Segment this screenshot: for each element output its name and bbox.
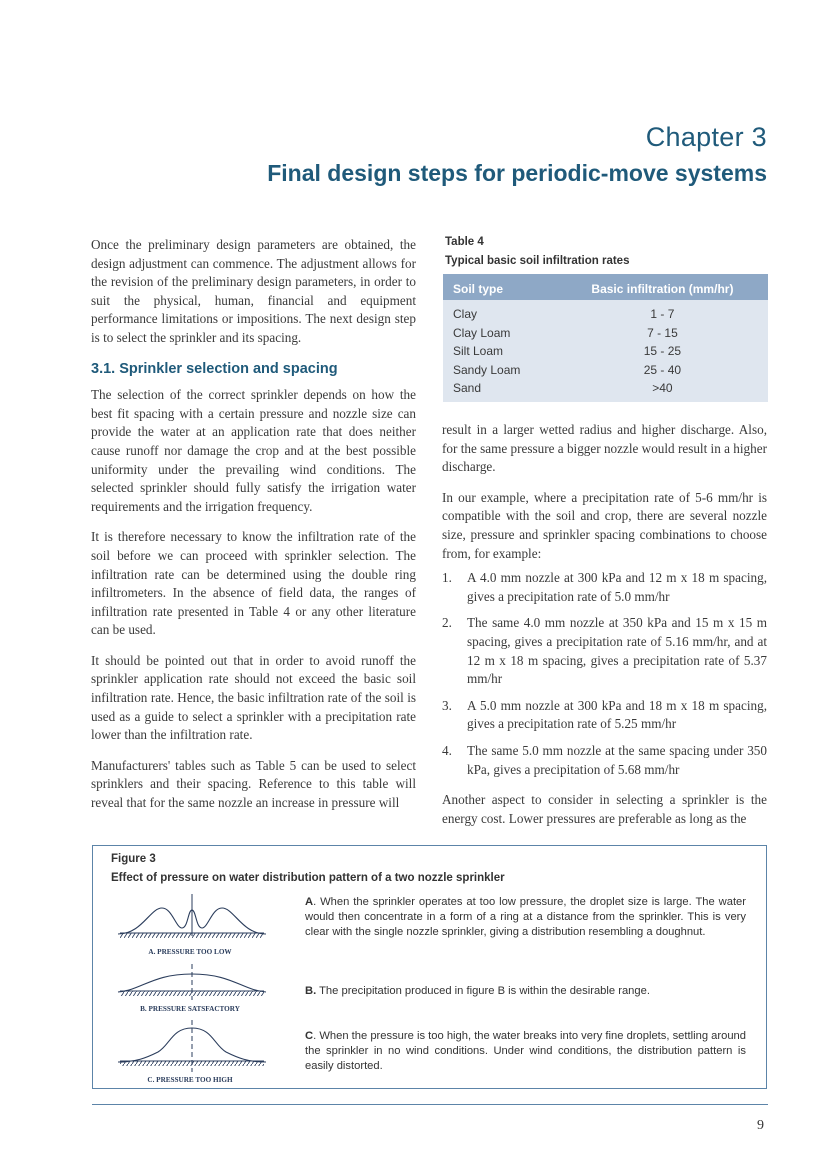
list-item — [442, 614, 767, 688]
table-cell: Clay — [443, 300, 557, 324]
diagram-c-label: C. PRESSURE TOO HIGH — [147, 1076, 233, 1084]
column-header: Basic infiltration (mm/hr) — [557, 274, 768, 300]
paragraph: result in a larger wetted radius and higher discharge. Also, for the same pressure a bigger nozzle would result in a higher discharge. — [442, 422, 767, 475]
table-row — [443, 361, 768, 380]
table-row — [443, 379, 768, 402]
pressure-low-pattern — [118, 894, 266, 938]
paragraph: It should be pointed out that in order to avoid runoff the sprinkler application rate should not exceed the basic soil infiltration rate. Hence, the basic infiltration rate of the soil is used as a guide to select a sprinkler with a precipitation rate lower than the infiltration rate. — [91, 652, 416, 743]
table-cell: Sandy Loam — [443, 361, 557, 380]
paragraph: Once the preliminary design parameters are obtained, the design adjustment can commence. The adjustment allows for the revision of the preliminary design parameters, in order to suit the physical, human, financial and equipment performance limitations or impositions. The next design step is to select the sprinkler and its spacing. — [91, 237, 416, 345]
caption-a — [305, 895, 746, 940]
list-number: 1. — [442, 570, 452, 586]
list-number: 3. — [442, 697, 452, 713]
table-header-row — [443, 274, 768, 300]
column-header: Soil type — [443, 274, 557, 300]
list-item — [442, 697, 767, 734]
figure-title: Effect of pressure on water distribution pattern of a two nozzle sprinkler — [111, 872, 505, 884]
table-label: Table 4 — [445, 236, 484, 248]
infiltration-table — [443, 274, 768, 402]
caption-letter: A — [305, 896, 314, 908]
paragraph: It is therefore necessary to know the infiltration rate of the soil before we can proceed with sprinkler selection. The infiltration rate can be determined using the double ring infiltrometers. In the absence of field data, the ranges of infiltration rate presented in Table 4 or any other literature can be used. — [91, 529, 416, 638]
table-title: Typical basic soil infiltration rates — [445, 255, 630, 267]
diagram-a-label: A. PRESSURE TOO LOW — [148, 948, 232, 956]
right-column — [442, 421, 767, 828]
table-cell: 7 - 15 — [557, 324, 768, 343]
chapter-title: Final design steps for periodic-move systems — [267, 160, 767, 186]
table-row — [443, 342, 768, 361]
table-cell: Silt Loam — [443, 342, 557, 361]
footer-rule — [92, 1104, 768, 1105]
left-column — [91, 236, 416, 813]
table-cell: 25 - 40 — [557, 361, 768, 380]
caption-b — [305, 984, 746, 999]
list-number: 2. — [442, 615, 452, 631]
section-heading: 3.1. Sprinkler selection and spacing — [91, 360, 338, 377]
figure-label: Figure 3 — [111, 853, 156, 865]
caption-text: The precipitation produced in figure B is within the desirable range. — [316, 985, 650, 997]
table-row — [443, 300, 768, 324]
list-text: The same 4.0 mm nozzle at 350 kPa and 15 m x 15 m spacing, gives a precipitation rate of 5.16 mm/hr, and at 12 m x 18 m spacing, gives a precipitation rate of 5.37 mm/hr — [467, 615, 767, 687]
paragraph: Manufacturers' tables such as Table 5 can be used to select sprinklers and their spacing. Reference to this table will reveal that for the same nozzle an increase in pressure will — [91, 757, 416, 811]
page-number: 9 — [757, 1118, 764, 1133]
caption-c — [305, 1029, 746, 1074]
caption-letter: B. — [305, 985, 317, 997]
list-number: 4. — [442, 742, 452, 758]
pressure-high-pattern — [118, 1020, 266, 1072]
paragraph: In our example, where a precipitation rate of 5-6 mm/hr is compatible with the soil and crop, there are several nozzle size, pressure and sprinkler spacing combinations to choose from, for example: — [442, 489, 767, 561]
pressure-satisfactory-pattern — [118, 964, 266, 1000]
table-cell: Sand — [443, 379, 557, 402]
table-cell: 15 - 25 — [557, 342, 768, 361]
table-cell: Clay Loam — [443, 324, 557, 343]
caption-text: . When the sprinkler operates at too low pressure, the droplet size is large. The water would then concentrate in a form of a ring at a distance from the sprinkler. This is very clear with the single nozzle sprinkler, giving a distribution resembling a doughnut. — [305, 896, 746, 938]
caption-letter: C — [305, 1030, 314, 1042]
list-item — [442, 742, 767, 779]
paragraph: Another aspect to consider in selecting a sprinkler is the energy cost. Lower pressures are preferable as long as the — [442, 792, 767, 826]
paragraph: The selection of the correct sprinkler depends on how the best fit spacing with a certain pressure and nozzle size can provide the water at an application rate that does neither cause runoff nor damage the crop and at the best possible uniformity under the prevailing wind conditions. The selected sprinkler should fully satisfy the irrigation water requirements and the irrigation frequency. — [91, 387, 416, 514]
table-row — [443, 324, 768, 343]
list-text: The same 5.0 mm nozzle at the same spacing under 350 kPa, gives a precipitation of 5.68 mm/hr — [467, 742, 767, 777]
distribution-diagram — [112, 890, 272, 1086]
table-cell: >40 — [557, 379, 768, 402]
example-list — [442, 569, 767, 779]
table-cell: 1 - 7 — [557, 300, 768, 324]
diagram-b-label: B. PRESSURE SATSFACTORY — [140, 1005, 240, 1013]
list-text: A 5.0 mm nozzle at 300 kPa and 18 m x 18 m spacing, gives a precipitation rate of 5.25 mm/hr — [467, 697, 767, 732]
list-text: A 4.0 mm nozzle at 300 kPa and 12 m x 18 m spacing, gives a precipitation rate of 5.0 mm/hr — [467, 570, 767, 604]
chapter-label: Chapter 3 — [645, 122, 767, 152]
list-item — [442, 569, 767, 606]
caption-text: . When the pressure is too high, the water breaks into very fine droplets, settling around the sprinkler in no wind conditions. Under wind conditions, the distribution pattern is easily distorted. — [305, 1030, 746, 1072]
